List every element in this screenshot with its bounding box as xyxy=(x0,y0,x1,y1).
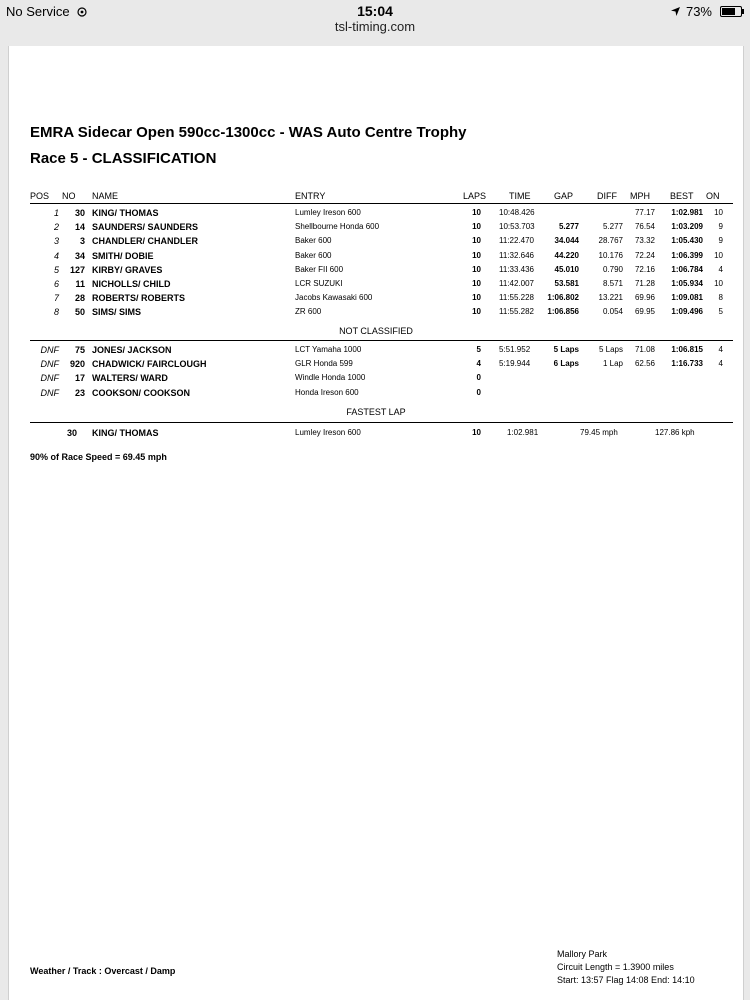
classified-gap: 44.220 xyxy=(554,250,579,260)
col-header-time: TIME xyxy=(509,191,531,201)
classified-laps: 10 xyxy=(472,222,481,232)
classified-name: KIRBY/ GRAVES xyxy=(92,264,163,275)
classified-name: KING/ THOMAS xyxy=(92,208,159,218)
results-page xyxy=(8,46,744,1000)
classified-mph: 76.54 xyxy=(634,222,655,232)
col-header-best: BEST xyxy=(670,191,694,201)
classified-on: 9 xyxy=(718,222,723,232)
classified-pos: 5 xyxy=(53,264,59,275)
fastest-lap-entry: Lumley Ireson 600 xyxy=(295,428,361,437)
classified-diff: 10.176 xyxy=(598,250,623,260)
header-rule xyxy=(30,203,733,204)
classified-laps: 10 xyxy=(472,307,481,317)
not-classified-diff: 1 Lap xyxy=(602,359,623,369)
classified-pos: 1 xyxy=(53,208,59,218)
col-header-diff: DIFF xyxy=(597,191,617,201)
not-classified-gap: 6 Laps xyxy=(553,359,579,369)
classified-laps: 10 xyxy=(472,293,481,303)
classified-mph: 71.28 xyxy=(634,279,655,288)
not-classified-row xyxy=(9,345,743,359)
classified-gap: 53.581 xyxy=(554,279,579,288)
classified-entry: Baker 600 xyxy=(295,236,332,246)
classified-entry: Lumley Ireson 600 xyxy=(295,208,361,217)
col-header-pos: POS xyxy=(30,191,50,201)
classified-time: 11:55.282 xyxy=(499,307,534,317)
col-header-gap: GAP xyxy=(554,191,574,201)
classified-mph: 69.96 xyxy=(634,293,655,303)
classified-on: 5 xyxy=(718,307,723,317)
classified-entry: Baker FII 600 xyxy=(295,264,344,274)
classified-entry: Jacobs Kawasaki 600 xyxy=(295,293,373,303)
classified-mph: 72.16 xyxy=(634,264,655,274)
classified-pos: 2 xyxy=(53,222,59,233)
not-classified-no: 75 xyxy=(74,345,85,355)
battery-icon xyxy=(720,6,742,17)
not-classified-mph: 71.08 xyxy=(634,345,655,354)
classified-time: 10:53.703 xyxy=(499,222,535,232)
classified-diff: 28.767 xyxy=(598,236,623,246)
fastest-lap-kph: 127.86 kph xyxy=(655,428,695,437)
classified-row xyxy=(9,279,743,293)
classified-row xyxy=(9,307,743,321)
not-classified-entry: GLR Honda 599 xyxy=(295,359,353,369)
not-classified-heading: NOT CLASSIFIED xyxy=(339,326,413,336)
not-classified-laps: 4 xyxy=(476,359,481,369)
fastest-lap-row xyxy=(9,428,743,442)
classified-pos: 3 xyxy=(53,236,59,247)
page-title: Race 5 - CLASSIFICATION xyxy=(30,150,217,167)
circuit-name: Mallory Park xyxy=(557,949,608,959)
not-classified-no: 23 xyxy=(74,387,85,398)
classified-best: 1:09.496 xyxy=(671,307,703,317)
not-classified-pos: DNF xyxy=(40,373,59,384)
classified-row xyxy=(9,265,743,279)
classified-best: 1:06.784 xyxy=(671,264,703,274)
classified-row xyxy=(9,222,743,236)
classified-best: 1:05.934 xyxy=(671,279,703,288)
not-classified-best: 1:16.733 xyxy=(671,359,703,369)
not-classified-entry: Windle Honda 1000 xyxy=(295,373,366,383)
not-classified-entry: Honda Ireson 600 xyxy=(295,387,359,397)
classified-gap: 34.044 xyxy=(554,236,579,246)
classified-on: 9 xyxy=(718,236,723,246)
not-classified-time: 5:51.952 xyxy=(499,345,531,354)
not-classified-no: 17 xyxy=(74,373,85,384)
race-speed-note: 90% of Race Speed = 69.45 mph xyxy=(30,452,167,462)
classified-laps: 10 xyxy=(472,250,481,260)
classified-best: 1:03.209 xyxy=(671,222,703,232)
col-header-on: ON xyxy=(706,191,720,201)
not-classified-gap: 5 Laps xyxy=(553,345,579,354)
not-classified-name: CHADWICK/ FAIRCLOUGH xyxy=(92,359,207,370)
classified-diff: 13.221 xyxy=(598,293,623,303)
fastest-lap-mph: 79.45 mph xyxy=(580,428,618,437)
classified-name: SIMS/ SIMS xyxy=(92,307,142,318)
classified-entry: LCR SUZUKI xyxy=(295,279,343,288)
classified-name: CHANDLER/ CHANDLER xyxy=(92,236,198,247)
classified-entry: Baker 600 xyxy=(295,250,332,260)
not-classified-pos: DNF xyxy=(40,359,59,370)
classified-no: 11 xyxy=(75,279,85,289)
fastest-lap-heading: FASTEST LAP xyxy=(346,407,406,417)
classified-laps: 10 xyxy=(472,264,481,274)
weather-track: Weather / Track : Overcast / Damp xyxy=(30,966,176,976)
col-header-name: NAME xyxy=(92,191,119,201)
circuit-info xyxy=(557,948,695,987)
not-classified-mph: 62.56 xyxy=(634,359,655,369)
battery-percent: 73% xyxy=(685,4,712,19)
not-classified-row xyxy=(9,359,743,373)
not-classified-pos: DNF xyxy=(40,387,59,398)
fastest-lap-no: 30 xyxy=(66,428,77,438)
carrier-label: No Service xyxy=(6,4,70,19)
col-header-laps: LAPS xyxy=(463,191,487,201)
classified-time: 11:55.228 xyxy=(499,293,534,303)
classified-diff: 8.571 xyxy=(602,279,623,288)
classified-entry: Shellbourne Honda 600 xyxy=(295,222,380,232)
not-classified-row xyxy=(9,373,743,387)
classified-mph: 72.24 xyxy=(634,250,655,260)
not-classified-no: 920 xyxy=(69,359,85,370)
classified-mph: 69.95 xyxy=(634,307,655,317)
not-classified-best: 1:06.815 xyxy=(671,345,703,354)
classified-no: 14 xyxy=(74,222,85,233)
classified-row xyxy=(9,208,743,222)
circuit-length: Circuit Length = 1.3900 miles xyxy=(557,962,674,972)
not-classified-laps: 0 xyxy=(476,387,481,397)
classified-on: 10 xyxy=(714,250,723,260)
not-classified-on: 4 xyxy=(718,345,723,354)
not-classified-laps: 5 xyxy=(476,345,481,354)
classified-no: 127 xyxy=(69,264,85,275)
not-classified-name: WALTERS/ WARD xyxy=(92,373,168,384)
not-classified-diff: 5 Laps xyxy=(598,345,623,354)
not-classified-time: 5:19.944 xyxy=(499,359,531,369)
not-classified-name: COOKSON/ COOKSON xyxy=(92,387,191,398)
status-right xyxy=(671,4,742,19)
classified-name: NICHOLLS/ CHILD xyxy=(92,279,171,289)
classified-pos: 6 xyxy=(53,279,59,289)
url-bar[interactable]: tsl-timing.com xyxy=(334,19,416,34)
event-title: EMRA Sidecar Open 590cc-1300cc - WAS Auto Centre Trophy xyxy=(30,124,467,141)
col-header-no: NO xyxy=(62,191,76,201)
location-icon xyxy=(671,7,680,16)
classified-name: ROBERTS/ ROBERTS xyxy=(92,293,186,304)
classified-no: 50 xyxy=(74,307,85,318)
classified-best: 1:09.081 xyxy=(671,293,703,303)
classified-on: 8 xyxy=(718,293,723,303)
classified-laps: 10 xyxy=(472,208,481,217)
classified-no: 28 xyxy=(74,293,85,304)
classified-no: 3 xyxy=(79,236,85,247)
classified-row xyxy=(9,236,743,250)
classified-mph: 73.32 xyxy=(634,236,655,246)
clock: 15:04 xyxy=(357,3,393,19)
classified-on: 4 xyxy=(718,264,723,274)
classified-name: SAUNDERS/ SAUNDERS xyxy=(92,222,199,233)
not-classified-rule xyxy=(30,340,733,341)
not-classified-entry: LCT Yamaha 1000 xyxy=(295,345,362,354)
classified-best: 1:02.981 xyxy=(671,208,703,217)
classified-laps: 10 xyxy=(472,279,481,288)
classified-time: 11:22.470 xyxy=(499,236,534,246)
col-header-mph: MPH xyxy=(630,191,650,201)
not-classified-on: 4 xyxy=(718,359,723,369)
fastest-lap-rule xyxy=(30,422,733,423)
classified-time: 11:33.436 xyxy=(499,264,534,274)
not-classified-laps: 0 xyxy=(476,373,481,383)
classified-mph: 77.17 xyxy=(634,208,655,217)
classified-no: 34 xyxy=(74,250,85,261)
classified-best: 1:06.399 xyxy=(671,250,703,260)
classified-row xyxy=(9,293,743,307)
fastest-lap-time: 1:02.981 xyxy=(507,428,539,437)
classified-pos: 7 xyxy=(53,293,59,304)
classified-best: 1:05.430 xyxy=(671,236,703,246)
classified-laps: 10 xyxy=(472,236,481,246)
classified-diff: 0.790 xyxy=(602,264,623,274)
classified-gap: 45.010 xyxy=(554,264,579,274)
classified-name: SMITH/ DOBIE xyxy=(92,250,154,261)
classified-time: 11:42.007 xyxy=(499,279,534,288)
classified-gap: 1:06.856 xyxy=(547,307,579,317)
classified-pos: 4 xyxy=(53,250,59,261)
classified-gap: 1:06.802 xyxy=(547,293,579,303)
classified-diff: 5.277 xyxy=(602,222,623,232)
fastest-lap-name: KING/ THOMAS xyxy=(92,428,159,438)
classified-entry: ZR 600 xyxy=(295,307,322,317)
battery-level xyxy=(722,8,735,15)
classified-time: 10:48.426 xyxy=(499,208,535,217)
classified-on: 10 xyxy=(714,279,723,288)
not-classified-pos: DNF xyxy=(40,345,59,355)
classified-gap: 5.277 xyxy=(558,222,579,232)
classified-no: 30 xyxy=(74,208,85,218)
col-header-entry: ENTRY xyxy=(295,191,326,201)
race-times: Start: 13:57 Flag 14:08 End: 14:10 xyxy=(557,975,695,985)
classified-diff: 0.054 xyxy=(602,307,623,317)
classified-row xyxy=(9,251,743,265)
not-classified-row xyxy=(9,388,743,402)
classified-on: 10 xyxy=(714,208,723,217)
classified-pos: 8 xyxy=(53,307,59,318)
not-classified-name: JONES/ JACKSON xyxy=(92,345,172,355)
classified-time: 11:32.646 xyxy=(499,250,534,260)
fastest-lap-lap: 10 xyxy=(472,428,481,437)
